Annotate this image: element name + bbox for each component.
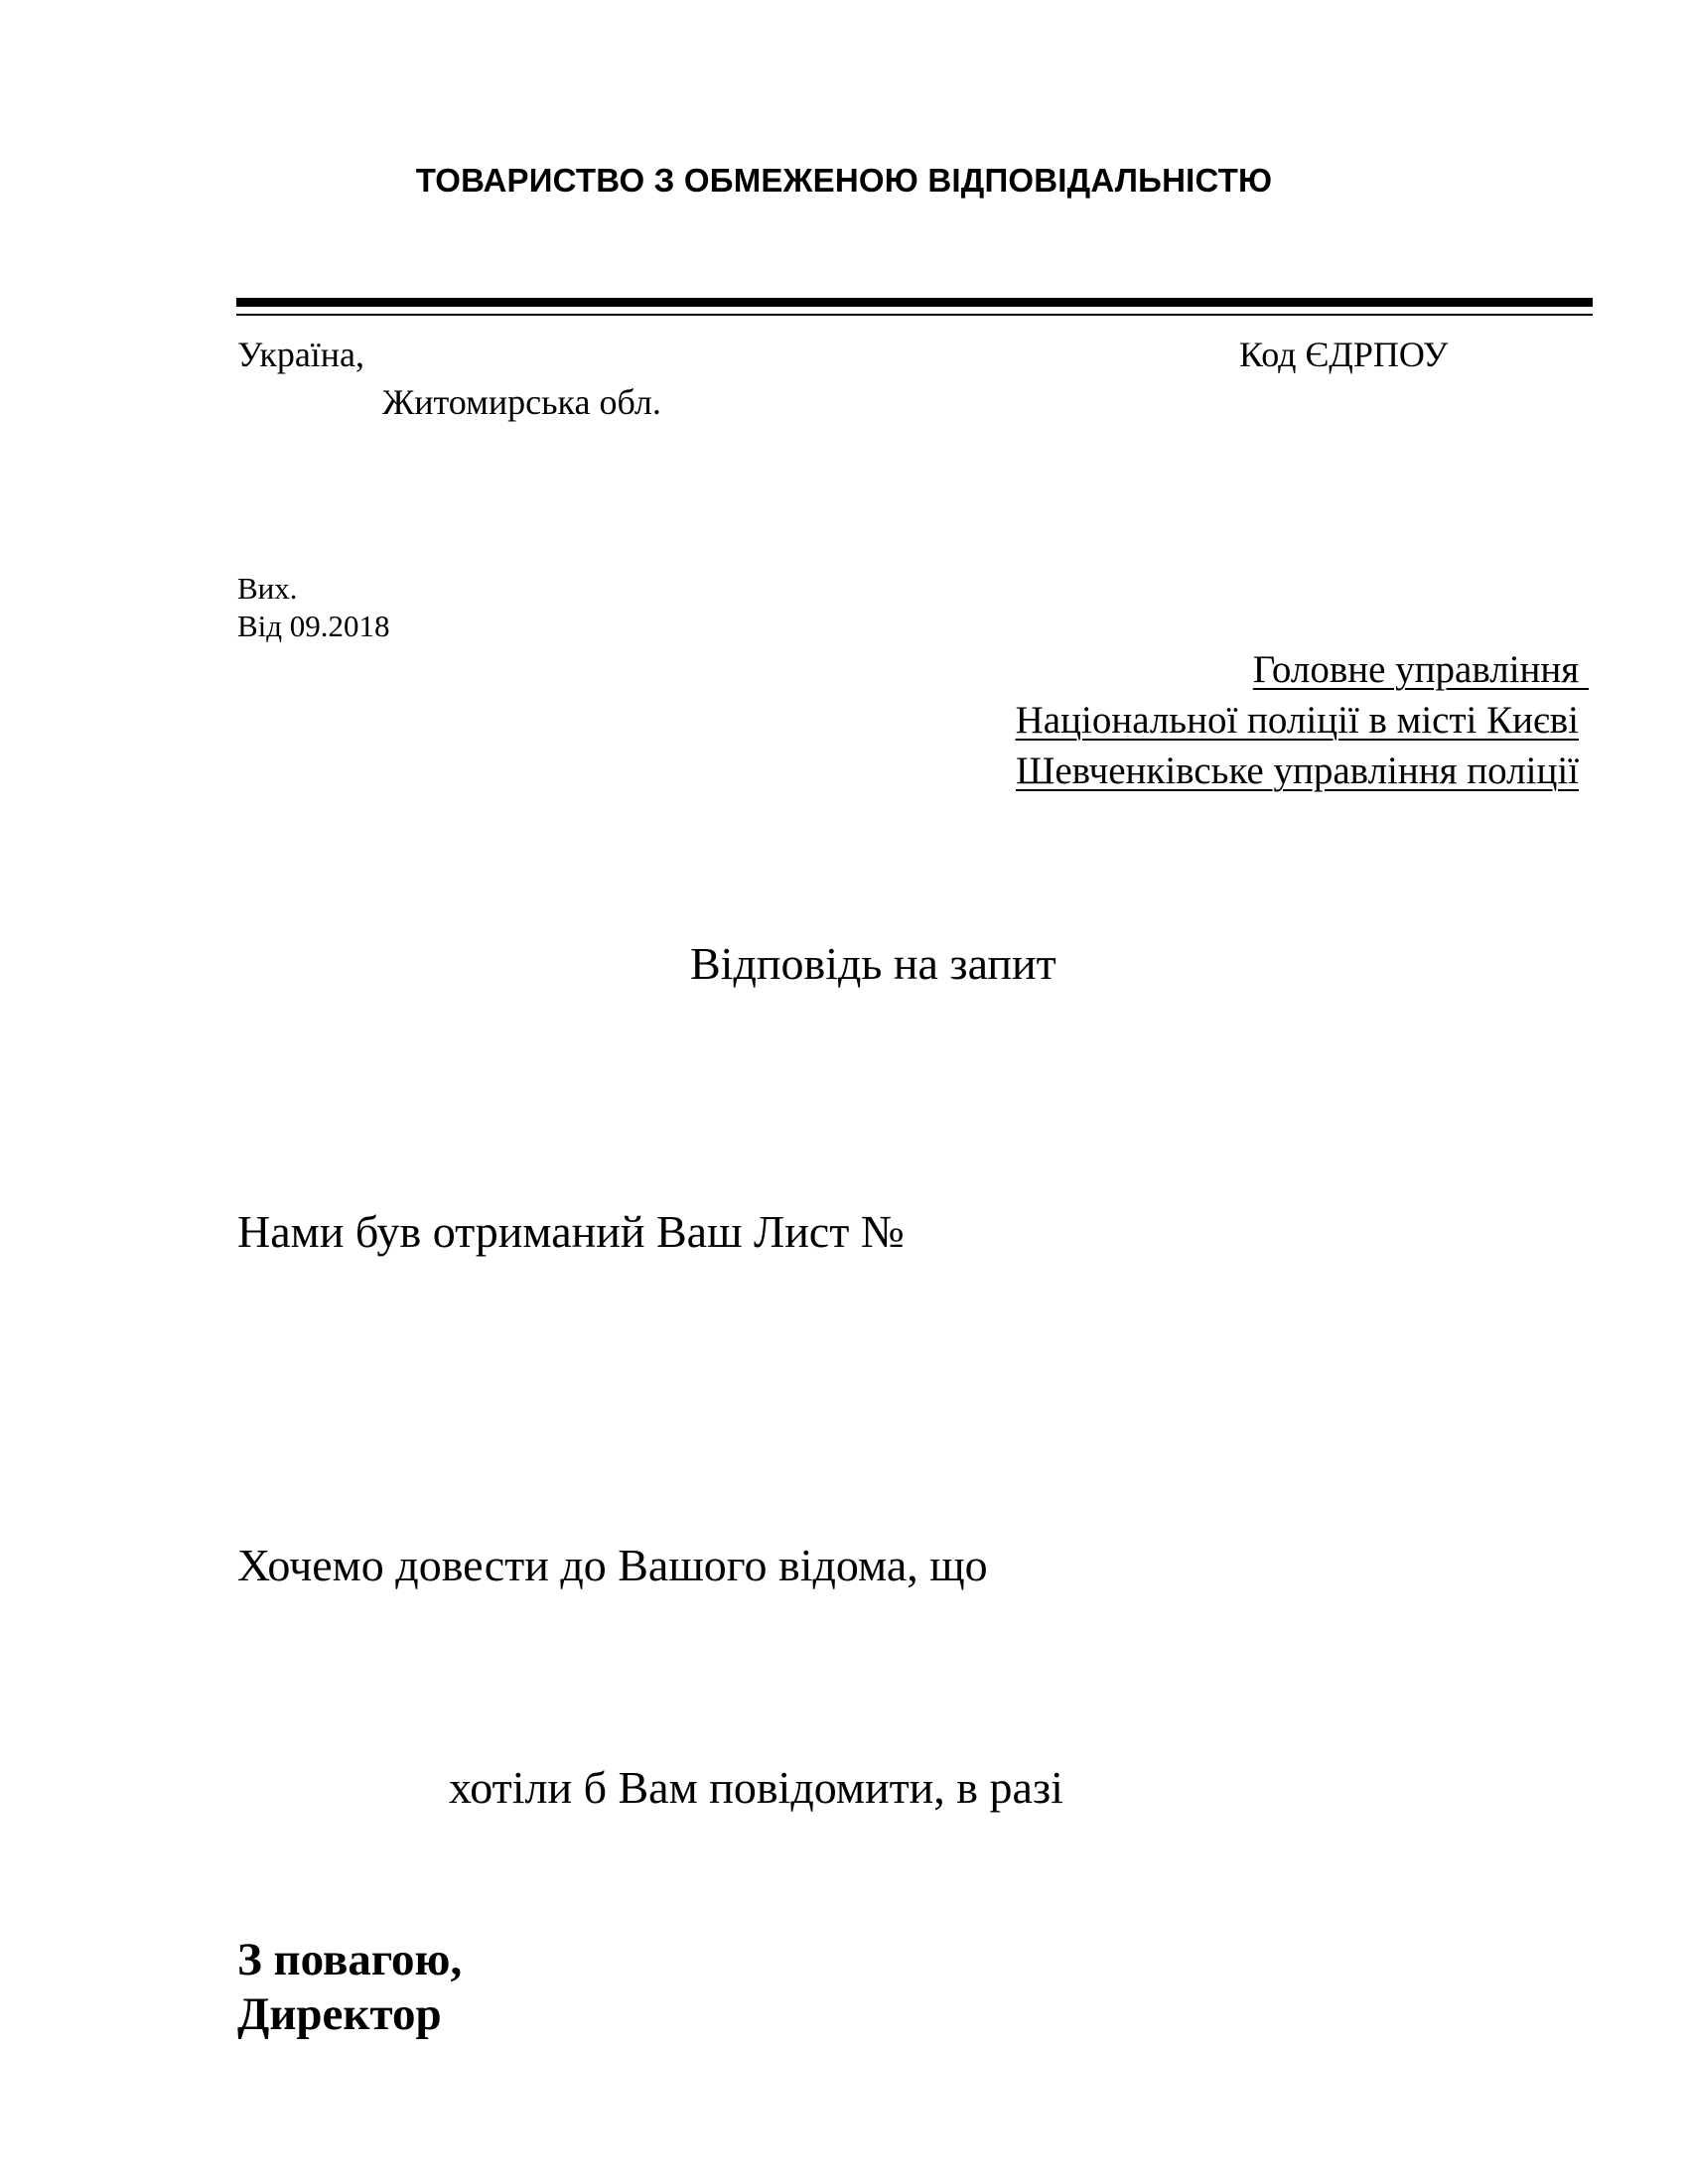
body-paragraph-3: хотіли б Вам повідомити, в разі xyxy=(449,1762,1063,1813)
body-paragraph-1: Нами був отриманий Ваш Лист № xyxy=(237,1206,905,1257)
signature-closing: З повагою, xyxy=(237,1934,463,1985)
edrpou-label: Код ЄДРПОУ xyxy=(1239,335,1449,374)
outgoing-date: Від 09.2018 xyxy=(237,609,390,643)
addressee-line-3: Шевченківське управління поліції xyxy=(1016,750,1579,792)
addressee-line-2: Національної поліції в місті Києві xyxy=(1015,699,1579,742)
sender-region: Житомирська обл. xyxy=(382,382,661,422)
company-name: ТОВАРИСТВО З ОБМЕЖЕНОЮ ВІДПОВІДАЛЬНІСТЮ xyxy=(415,162,1273,199)
signature-position: Директор xyxy=(237,1988,442,2040)
outgoing-number-label: Вих. xyxy=(237,571,298,606)
letter-title: Відповідь на запит xyxy=(690,938,1056,989)
body-paragraph-2: Хочемо довести до Вашого відома, що xyxy=(237,1540,988,1590)
letterhead-thick-rule xyxy=(236,298,1593,307)
letterhead-thin-rule xyxy=(236,314,1593,316)
sender-country: Україна, xyxy=(237,335,365,374)
addressee-line-1: Головне управління xyxy=(1252,648,1589,691)
